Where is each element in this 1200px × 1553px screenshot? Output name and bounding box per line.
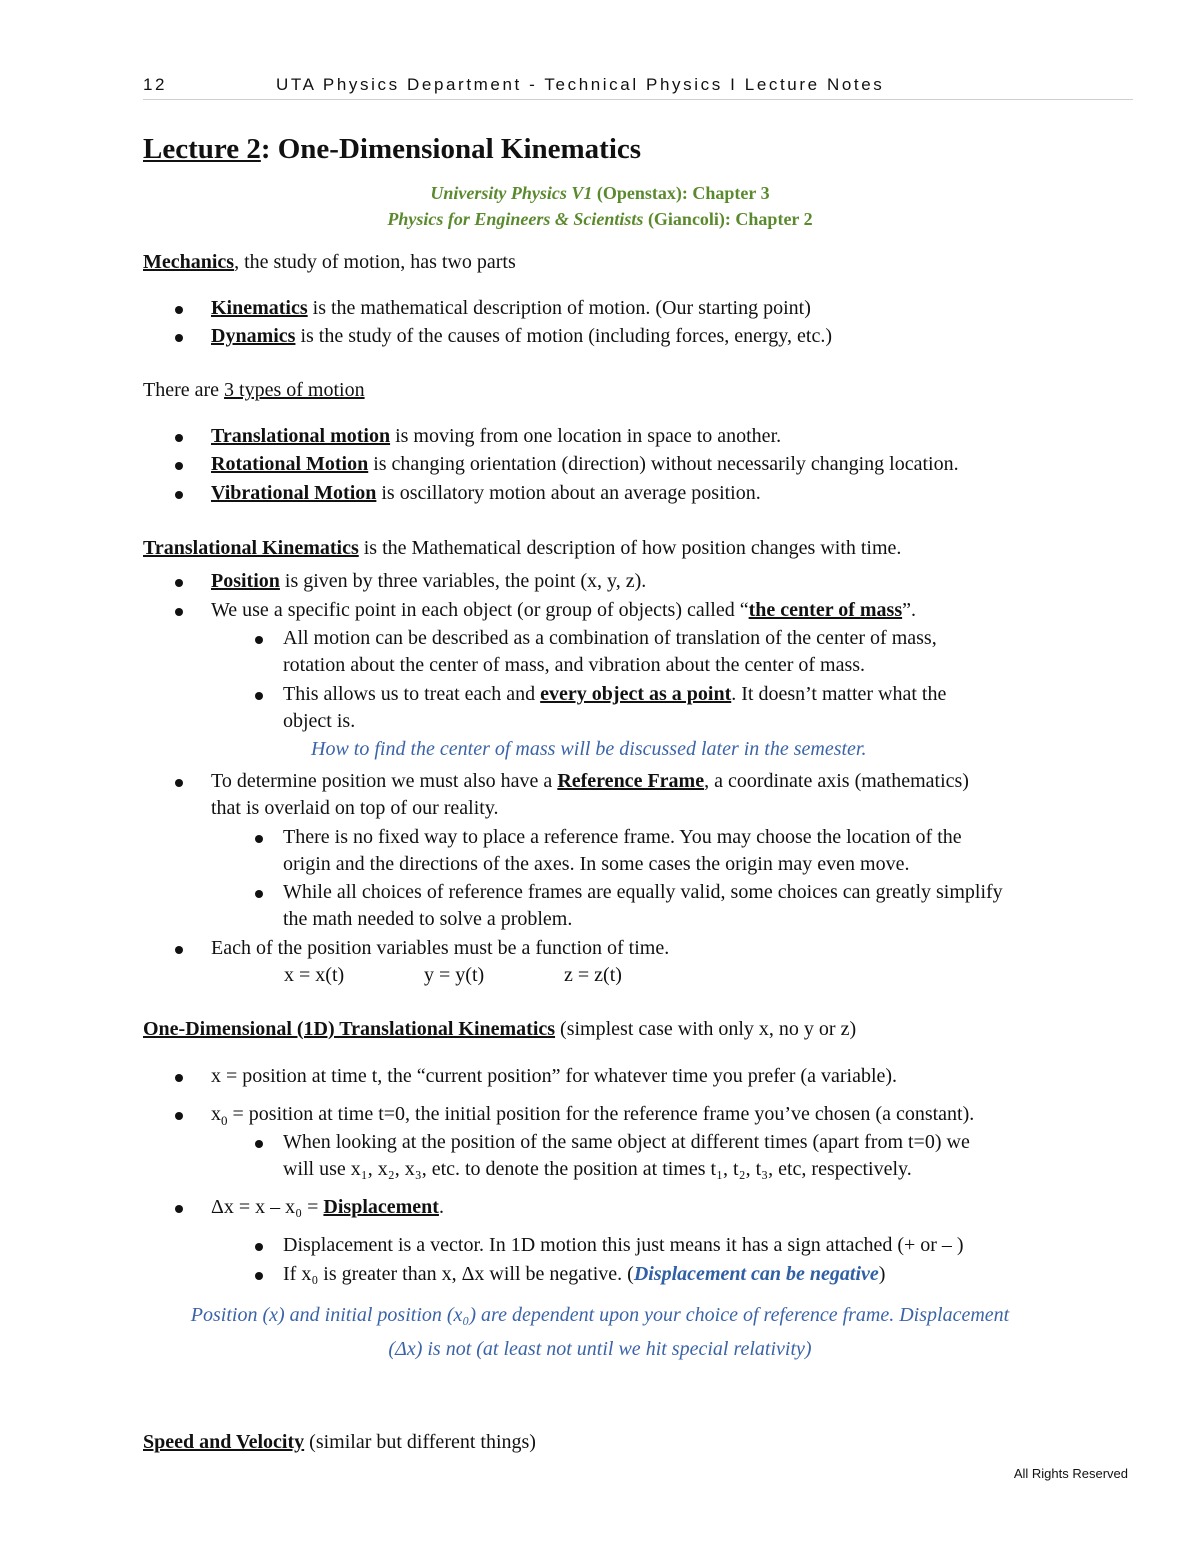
translational-kinematics-term: Translational Kinematics bbox=[143, 537, 359, 559]
footer-rights: All Rights Reserved bbox=[1013, 1466, 1128, 1481]
bullet-icon bbox=[175, 579, 183, 587]
bullet-icon bbox=[175, 1205, 183, 1213]
translational-motion-term: Translational motion bbox=[211, 425, 391, 447]
bullet-icon bbox=[255, 1243, 263, 1251]
com-post: ”. bbox=[902, 599, 916, 621]
translational-kinematics-desc: is the Mathematical description of how position changes with time. bbox=[358, 537, 902, 559]
kinematics-item bbox=[211, 297, 811, 320]
types-intro bbox=[143, 379, 365, 402]
ref2-book: Physics for Engineers & Scientists bbox=[387, 209, 644, 229]
speed-velocity-desc: (similar but different things) bbox=[304, 1431, 536, 1453]
bullet-icon bbox=[255, 636, 263, 644]
rf-placement-line2: origin and the directions of the axes. In some cases the origin may even move. bbox=[283, 853, 910, 875]
equation-y: y = y(t) bbox=[424, 964, 485, 986]
rf-choice-line1: While all choices of reference frames are equally valid, some choices can greatly simplify bbox=[283, 881, 1003, 903]
bullet-icon bbox=[175, 491, 183, 499]
vibrational-motion-item bbox=[211, 482, 761, 505]
equation-x: x = x(t) bbox=[284, 964, 345, 986]
com-pre: We use a specific point in each object (or group of objects) called “ bbox=[211, 599, 749, 621]
ref1-detail: (Openstax): Chapter 3 bbox=[592, 183, 770, 203]
bullet-icon bbox=[255, 1140, 263, 1148]
point-pre: This allows us to treat each and bbox=[283, 683, 541, 705]
reference-frame-line1 bbox=[211, 770, 969, 793]
bullet-icon bbox=[175, 779, 183, 787]
motion-combination-line1: All motion can be described as a combination of translation of the center of mass, bbox=[283, 627, 937, 649]
dynamics-term: Dynamics bbox=[211, 325, 296, 347]
bullet-icon bbox=[175, 1074, 183, 1082]
rotational-motion-term: Rotational Motion bbox=[211, 453, 369, 475]
mechanics-desc: , the study of motion, has two parts bbox=[234, 251, 516, 273]
center-of-mass-item bbox=[211, 599, 916, 622]
translational-kinematics-line bbox=[143, 537, 901, 560]
bullet-icon bbox=[175, 462, 183, 470]
kinematics-term: Kinematics bbox=[211, 297, 308, 319]
equation-z: z = z(t) bbox=[564, 964, 622, 986]
vibrational-motion-term: Vibrational Motion bbox=[211, 482, 377, 504]
bullet-icon bbox=[255, 692, 263, 700]
lecture-title: : One-Dimensional Kinematics bbox=[260, 133, 642, 165]
neg-pre: If x₀ is greater than x, Δx will be negative. ( bbox=[283, 1263, 634, 1285]
dynamics-item bbox=[211, 325, 832, 348]
dynamics-desc: is the study of the causes of motion (including forces, energy, etc.) bbox=[295, 325, 832, 347]
types-intro-underlined: 3 types of motion bbox=[224, 379, 365, 401]
mechanics-term: Mechanics bbox=[143, 251, 235, 273]
running-title: UTA Physics Department - Technical Physics I Lecture Notes bbox=[276, 75, 885, 94]
times-line1: When looking at the position of the same object at different times (apart from t=0) we bbox=[283, 1131, 970, 1153]
page-title bbox=[143, 133, 641, 166]
displacement-definition bbox=[211, 1196, 444, 1219]
bullet-icon bbox=[175, 306, 183, 314]
translational-motion-item bbox=[211, 425, 781, 448]
lecture-number: Lecture 2 bbox=[143, 133, 261, 165]
com-term: the center of mass bbox=[748, 599, 903, 621]
x0-desc: = position at time t=0, the initial position for the reference frame you’ve chosen (a constant). bbox=[227, 1103, 975, 1125]
bullet-icon bbox=[175, 334, 183, 342]
bullet-icon bbox=[175, 434, 183, 442]
one-dimensional-desc: (simplest case with only x, no y or z) bbox=[555, 1018, 857, 1040]
reference-giancoli bbox=[0, 209, 1200, 230]
point-object-line2: object is. bbox=[283, 710, 356, 732]
rf-post: , a coordinate axis (mathematics) bbox=[704, 770, 969, 792]
rf-term: Reference Frame bbox=[557, 770, 705, 792]
bullet-icon bbox=[255, 890, 263, 898]
rotational-motion-desc: is changing orientation (direction) without necessarily changing location. bbox=[368, 453, 959, 475]
x-definition: x = position at time t, the “current position” for whatever time you prefer (a variable). bbox=[211, 1065, 898, 1087]
ref2-detail: (Giancoli): Chapter 2 bbox=[643, 209, 813, 229]
center-of-mass-note: How to find the center of mass will be discussed later in the semester. bbox=[311, 738, 867, 760]
rf-choice-line2: the math needed to solve a problem. bbox=[283, 908, 573, 930]
bullet-icon bbox=[255, 1272, 263, 1280]
bullet-icon bbox=[175, 608, 183, 616]
times-line2: will use x₁, x₂, x₃, etc. to denote the position at times t₁, t₂, t₃, etc, respectively. bbox=[283, 1158, 912, 1180]
reference-openstax bbox=[0, 183, 1200, 204]
x0-symbol: x bbox=[211, 1103, 221, 1125]
neg-post: ) bbox=[878, 1263, 886, 1285]
reference-frame-line2: that is overlaid on top of our reality. bbox=[211, 797, 499, 819]
ref1-book: University Physics V1 bbox=[430, 183, 593, 203]
rf-pre: To determine position we must also have a bbox=[211, 770, 558, 792]
disp-pre: Δx = x – x₀ = bbox=[211, 1196, 324, 1218]
one-dimensional-term: One-Dimensional (1D) Translational Kinematics bbox=[143, 1018, 556, 1040]
one-dimensional-line bbox=[143, 1018, 856, 1041]
function-of-time-line: Each of the position variables must be a function of time. bbox=[211, 937, 670, 959]
x0-definition bbox=[211, 1103, 974, 1129]
reference-frame-note-line1: Position (x) and initial position (x₀) are dependent upon your choice of reference frame. Displacement bbox=[190, 1304, 1010, 1326]
disp-post: . bbox=[438, 1196, 444, 1218]
x0-subscript: 0 bbox=[221, 1113, 228, 1128]
point-object-line1 bbox=[283, 683, 946, 706]
types-intro-text: There are bbox=[143, 379, 225, 401]
disp-term: Displacement bbox=[323, 1196, 439, 1218]
bullet-icon bbox=[175, 1112, 183, 1120]
speed-velocity-term: Speed and Velocity bbox=[143, 1431, 305, 1453]
rf-placement-line1: There is no fixed way to place a reference frame. You may choose the location of the bbox=[283, 826, 962, 848]
point-post: . It doesn’t matter what the bbox=[731, 683, 947, 705]
motion-combination-line2: rotation about the center of mass, and vibration about the center of mass. bbox=[283, 654, 866, 676]
point-term: every object as a point bbox=[540, 683, 732, 705]
rotational-motion-item bbox=[211, 453, 959, 476]
speed-velocity-line bbox=[143, 1431, 536, 1454]
bullet-icon bbox=[175, 946, 183, 954]
neg-emphasis: Displacement can be negative bbox=[633, 1263, 879, 1285]
position-desc: is given by three variables, the point (x, y, z). bbox=[279, 570, 647, 592]
displacement-negative bbox=[283, 1263, 885, 1286]
mechanics-line bbox=[143, 251, 516, 274]
position-item bbox=[211, 570, 646, 593]
kinematics-desc: is the mathematical description of motion. (Our starting point) bbox=[307, 297, 811, 319]
vibrational-motion-desc: is oscillatory motion about an average position. bbox=[376, 482, 761, 504]
reference-frame-note-line2: (Δx) is not (at least not until we hit special relativity) bbox=[388, 1338, 812, 1360]
header-rule bbox=[143, 99, 1133, 100]
position-term: Position bbox=[211, 570, 280, 592]
page-number: 12 bbox=[143, 75, 168, 94]
bullet-icon bbox=[255, 835, 263, 843]
translational-motion-desc: is moving from one location in space to another. bbox=[390, 425, 782, 447]
displacement-vector: Displacement is a vector. In 1D motion this just means it has a sign attached (+ or – ) bbox=[283, 1234, 964, 1256]
